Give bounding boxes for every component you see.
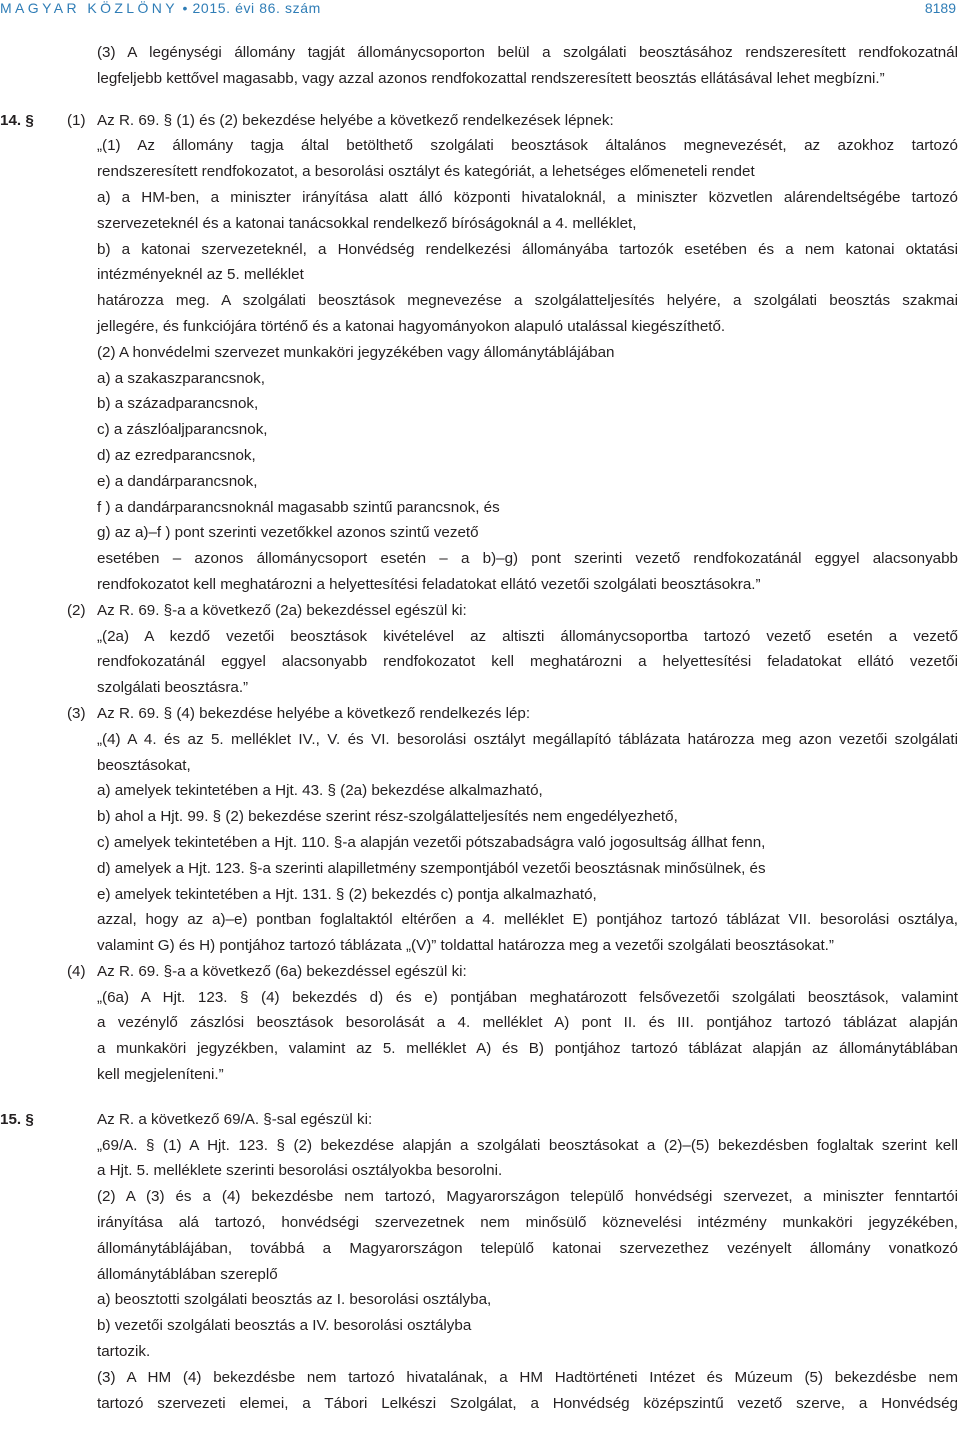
- paragraph-line: „(1) Az állomány tagja által betölthető szolgálati beosztások általános megnevezését, az azokhoz tartozó: [97, 137, 958, 155]
- document-body: [0, 40, 958, 1416]
- paragraph-line: irányítása alá tartozó, honvédségi szervezetnek nem minősülő köznevelési intézmény munkaköri jegyzékében,: [97, 1214, 958, 1232]
- list-item: b) ahol a Hjt. 99. § (2) bekezdése szerint rész-szolgálatteljesítés nem engedélyezhető,: [97, 808, 678, 826]
- page-number: 8189: [924, 0, 956, 16]
- paragraph-line: legfeljebb kettővel magasabb, vagy azzal azonos rendfokozattal rendszeresített beosztás ellátásával lehet megbízni.”: [97, 69, 885, 87]
- section-14-heading: [0, 108, 958, 134]
- list-item: d) az ezredparancsnok,: [97, 446, 256, 464]
- paragraph-line: rendszeresített rendfokozatot, a besorolási osztályt és kategóriát, a lehetséges előmeneteli rendet: [97, 163, 755, 181]
- publication-title: MAGYAR KÖZLÖNY: [0, 0, 179, 16]
- list-item: c) amelyek tekintetében a Hjt. 110. §-a alapján vezetői pótszabadságra való jogosultság állhat fenn,: [97, 833, 766, 851]
- subsection-label: (1): [67, 111, 86, 129]
- section-number: 14. §: [0, 111, 34, 129]
- paragraph-line: intézményeknél az 5. melléklet: [97, 266, 304, 284]
- list-item: b) vezetői szolgálati beosztás a IV. besorolási osztályba: [97, 1317, 472, 1335]
- subsection-4: [0, 959, 958, 985]
- issue-label: 2015. évi 86. szám: [192, 0, 321, 16]
- paragraph-line: állománytáblában szereplő: [97, 1265, 278, 1283]
- section-text: Az R. a következő 69/A. §-sal egészül ki:: [97, 1110, 373, 1128]
- paragraph-line: „69/A. § (1) A Hjt. 123. § (2) bekezdése alapján a szolgálati beosztásokat a (2)–(5) bekezdésben foglaltak szerint kell: [97, 1136, 958, 1154]
- page-header: [0, 0, 960, 22]
- list-item: g) az a)–f ) pont szerinti vezetőkkel azonos szintű vezető: [97, 524, 479, 542]
- paragraph-line: határozza meg. A szolgálati beosztások megnevezése a szolgálatteljesítés helyére, a szolgálati beosztás szakmai: [97, 292, 958, 310]
- paragraph-line: állománytáblájában, továbbá a Magyarországon települő katonai szervezethez vezényelt állomány vonatkozó: [97, 1239, 958, 1257]
- paragraph-line: rendfokozatot kell meghatározni a helyettesítési feladatokat ellátó vezetői szolgálati beosztásokra.”: [97, 575, 761, 593]
- list-item: e) a dandárparancsnok,: [97, 472, 258, 490]
- paragraph-line: esetében – azonos állománycsoport esetén – a b)–g) pont szerinti vezető rendfokozatánál eggyel alacsonyabb: [97, 550, 958, 568]
- paragraph-line: a munkaköri jegyzékben, valamint az 5. melléklet A) és B) pontjához tartozó táblázat alapján az állománytáblában: [97, 1040, 958, 1058]
- header-bullet: •: [182, 0, 189, 16]
- subsection-text: Az R. 69. §-a a következő (2a) bekezdéssel egészül ki:: [97, 601, 467, 619]
- list-item: e) amelyek tekintetében a Hjt. 131. § (2) bekezdés c) pontja alkalmazható,: [97, 885, 597, 903]
- paragraph-line: a Hjt. 5. melléklete szerinti besorolási osztályokba besorolni.: [97, 1162, 503, 1180]
- paragraph-line: b) a katonai szervezeteknél, a Honvédség rendelkezési állományába tartozók esetében és a nem katonai oktatási: [97, 240, 958, 258]
- paragraph-line: (3) A legénységi állomány tagját állománycsoporton belül a szolgálati beosztásához rendszeresített rendfokozatnál: [97, 44, 958, 61]
- paragraph-line: tartozik.: [97, 1343, 151, 1361]
- paragraph-line: jellegére, és funkciójára történő és a katonai hagyományokon alapuló utalással kiegészíthető.: [97, 317, 726, 335]
- list-item: b) a századparancsnok,: [97, 395, 259, 413]
- subsection-label: (4): [67, 962, 86, 980]
- list-item: a) a szakaszparancsnok,: [97, 369, 265, 387]
- paragraph-line: valamint G) és H) pontjához tartozó táblázata „(V)” toldattal határozza meg a vezetői szolgálati beosztásokat.”: [97, 937, 834, 955]
- paragraph-line: „(6a) A Hjt. 123. § (4) bekezdés d) és e) pontjában meghatározott felsővezetői szolgálati beosztások, valamint: [97, 988, 958, 1006]
- subsection-label: (2): [67, 601, 86, 619]
- paragraph-line: (3) A HM (4) bekezdésbe nem tartozó hivatalának, a HM Hadtörténeti Intézet és Múzeum (5) bekezdésbe nem: [97, 1368, 958, 1386]
- paragraph-line: (2) A honvédelmi szervezet munkaköri jegyzékében vagy állománytáblájában: [97, 343, 615, 361]
- publication-header: [0, 0, 321, 16]
- subsection-text: Az R. 69. §-a a következő (6a) bekezdéssel egészül ki:: [97, 962, 467, 980]
- list-item: d) amelyek a Hjt. 123. §-a szerinti alapilletmény szempontjából vezetői beosztásnak minősülnek, és: [97, 859, 766, 877]
- paragraph-line: „(2a) A kezdő vezetői beosztások kivételével az altiszti állománycsoportba tartozó vezető esetén a vezető: [97, 627, 958, 645]
- paragraph-line: (2) A (3) és a (4) bekezdésbe nem tartozó, Magyarországon települő honvédségi szervezet, a miniszter fenntartói: [97, 1188, 958, 1206]
- subsection-text: Az R. 69. § (1) és (2) bekezdése helyébe a következő rendelkezések lépnek:: [97, 111, 614, 129]
- paragraph-line: kell megjeleníteni.”: [97, 1066, 224, 1084]
- paragraph-line: a vezénylő zászlósi beosztások besorolását a 4. melléklet A) pont II. és III. pontjához tartozó táblázat alapján: [97, 1014, 958, 1032]
- list-item: c) a zászlóaljparancsnok,: [97, 421, 268, 439]
- list-item: a) beosztotti szolgálati beosztás az I. besorolási osztályba,: [97, 1291, 492, 1309]
- subsection-text: Az R. 69. § (4) bekezdése helyébe a következő rendelkezés lép:: [97, 704, 531, 722]
- paragraph-line: beosztásokat,: [97, 756, 191, 774]
- paragraph-line: rendfokozatánál eggyel alacsonyabb rendfokozatot kell meghatározni a helyettesítési feladatokat ellátó vezetői: [97, 653, 958, 671]
- paragraph-line: szervezeteknél és a katonai tanácsokkal rendelkező bíróságoknál a 4. melléklet,: [97, 214, 637, 232]
- subsection-label: (3): [67, 704, 86, 722]
- paragraph-line: szolgálati beosztásra.”: [97, 679, 249, 697]
- paragraph-line: azzal, hogy az a)–e) pontban foglaltaktól eltérően a 4. melléklet E) pontjához tartozó táblázat VII. besorolási osztálya,: [97, 911, 958, 929]
- paragraph-line: a) a HM-ben, a miniszter irányítása alatt álló központi hivataloknál, a miniszter közvetlen alárendeltségébe tartozó: [97, 188, 958, 206]
- section-number: 15. §: [0, 1110, 34, 1128]
- paragraph-line: „(4) A 4. és az 5. melléklet IV., V. és VI. besorolási osztályt megállapító táblázata határozza meg azon vezetői szolgálati: [97, 730, 958, 748]
- section-15-heading: [0, 1107, 958, 1133]
- paragraph-line: tartozó szervezeti elemei, a Tábori Lelkészi Szolgálat, a Honvédség középszintű vezető szerve, a Honvédség: [97, 1394, 958, 1412]
- list-item: f ) a dandárparancsnoknál magasabb szintű parancsnok, és: [97, 498, 500, 516]
- subsection-3: [0, 701, 958, 727]
- subsection-2: [0, 598, 958, 624]
- list-item: a) amelyek tekintetében a Hjt. 43. § (2a) bekezdése alkalmazható,: [97, 782, 543, 800]
